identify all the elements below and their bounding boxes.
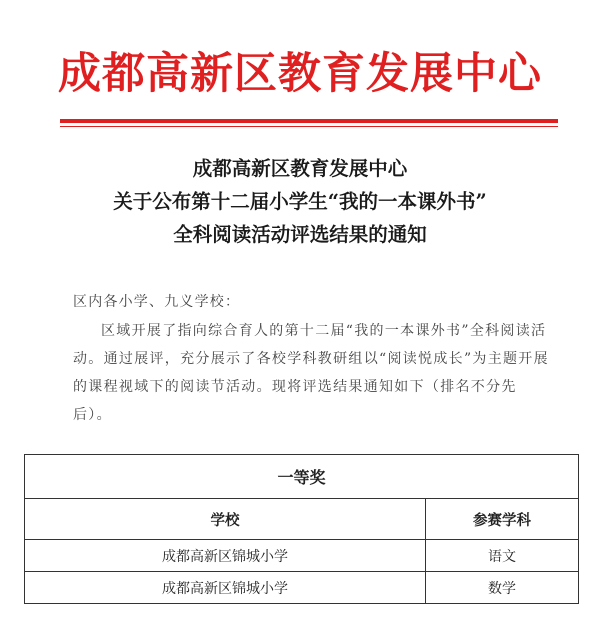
notice-title <box>0 152 600 251</box>
table-cell-school: 成都高新区锦城小学 <box>25 572 426 604</box>
column-header-subject: 参赛学科 <box>426 499 579 540</box>
notice-body-paragraph: 区域开展了指向综合育人的第十二届“我的一本课外书”全科阅读活动。通过展评，充分展示了各校学科教研组以“阅读悦成长”为主题开展的课程视域下的阅读节活动。现将评选结果通知如下（排名不分先后）。 <box>73 323 549 423</box>
table-cell-school: 成都高新区锦城小学 <box>25 540 426 572</box>
award-results-table <box>24 454 579 604</box>
notice-greeting: 区内各小学、九义学校： <box>73 294 241 310</box>
letterhead-org-name: 成都高新区教育发展中心 <box>58 49 542 99</box>
table-row <box>25 540 579 572</box>
notice-title-line-2: 关于公布第十二届小学生“我的一本课外书” <box>113 190 487 213</box>
table-cell-subject: 数学 <box>426 572 579 604</box>
letterhead-divider-thin <box>60 126 558 127</box>
table-cell-subject: 语文 <box>426 540 579 572</box>
notice-title-line-1: 成都高新区教育发展中心 <box>192 157 408 180</box>
column-header-school: 学校 <box>25 499 426 540</box>
notice-title-line-3: 全科阅读活动评选结果的通知 <box>173 223 427 246</box>
award-level-caption: 一等奖 <box>25 455 579 499</box>
table-row <box>25 572 579 604</box>
letterhead-divider-thick <box>60 119 558 123</box>
